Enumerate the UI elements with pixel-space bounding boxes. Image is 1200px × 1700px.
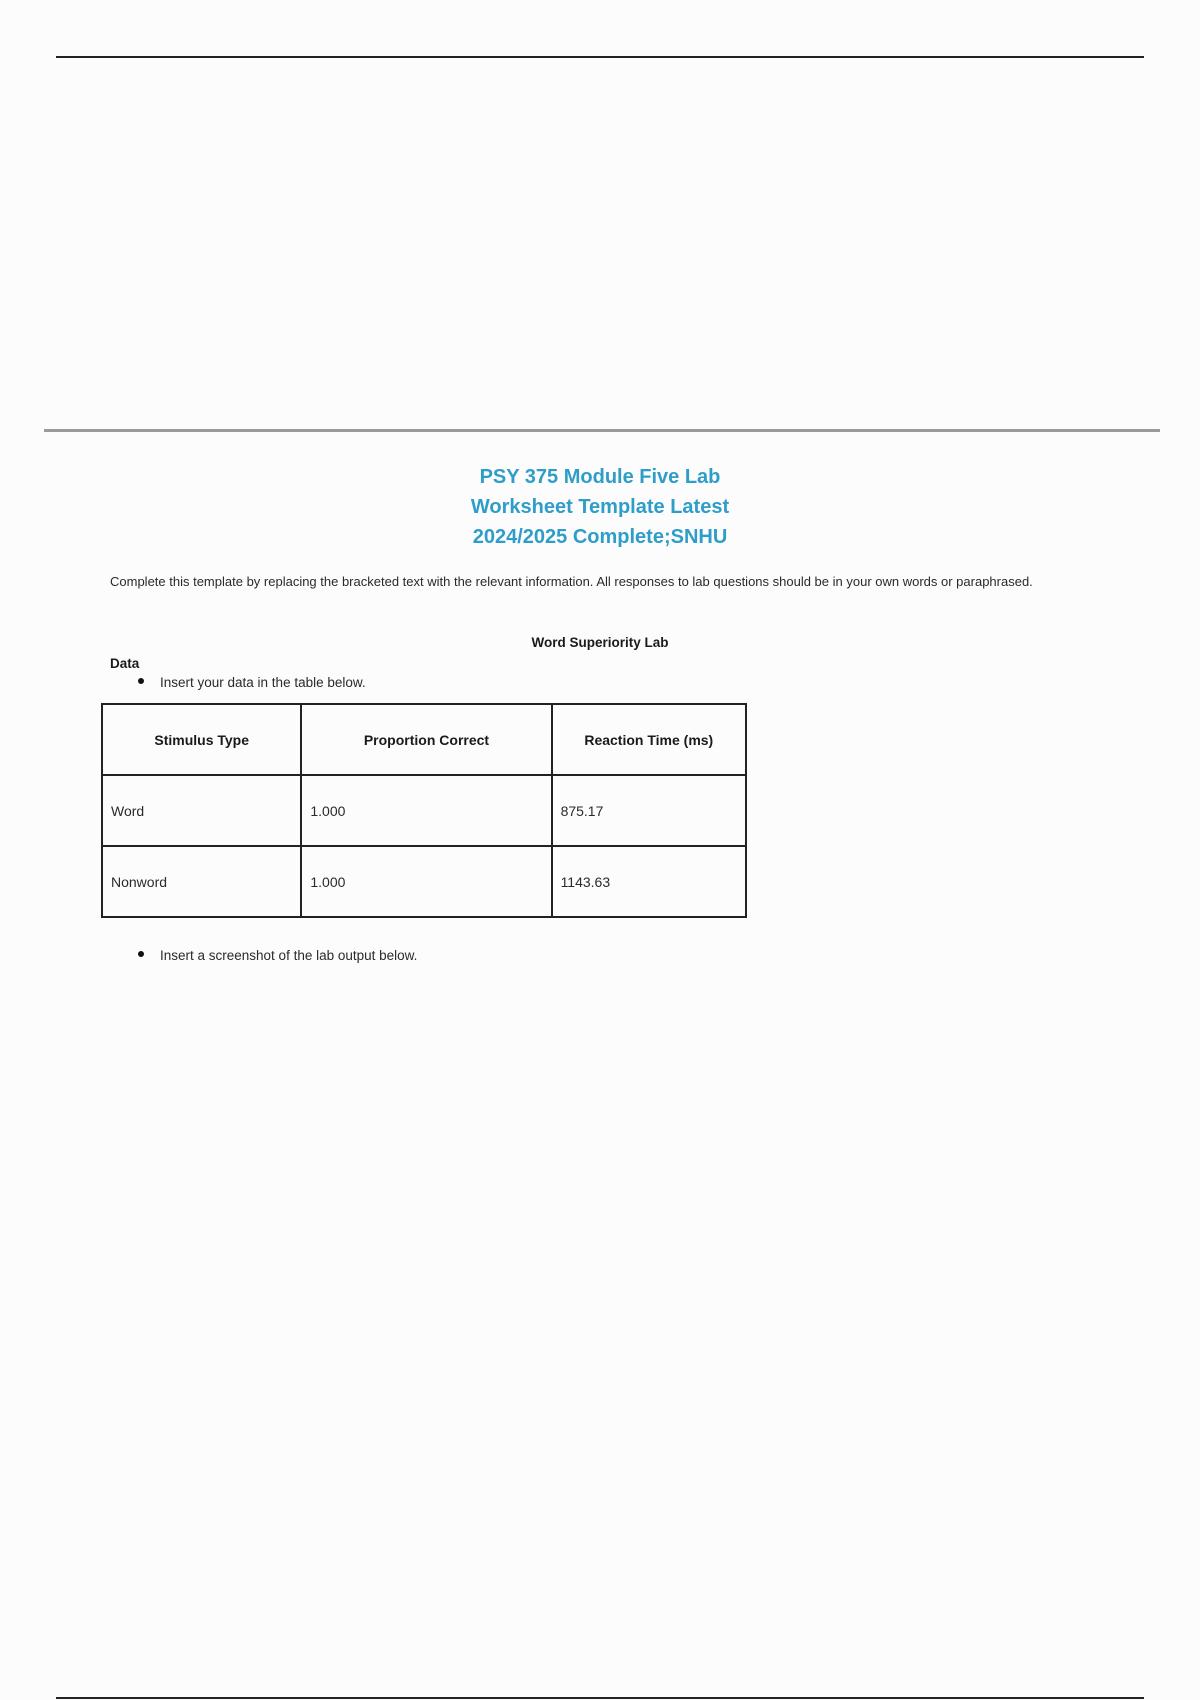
table-cell: 1.000: [301, 775, 551, 846]
bottom-rule: [56, 1697, 1144, 1699]
table-row: [102, 775, 746, 846]
top-rule: [56, 56, 1144, 58]
data-table: [101, 703, 747, 918]
page-divider: [44, 429, 1160, 432]
bullet-item: [138, 947, 417, 965]
intro-paragraph: Complete this template by replacing the bracketed text with the relevant information. All responses to lab questions should be in your own words or paraphrased.: [110, 574, 1033, 589]
title-line: PSY 375 Module Five Lab: [479, 466, 721, 488]
section-label-data: Data: [110, 656, 140, 671]
bullet-text: Insert a screenshot of the lab output below.: [160, 948, 418, 963]
table-cell: Word: [102, 775, 301, 846]
table-header-row: [102, 704, 746, 775]
bullet-icon: [138, 951, 144, 957]
title-line: 2024/2025 Complete;SNHU: [472, 526, 728, 548]
table-row: [102, 846, 746, 917]
title-line: Worksheet Template Latest: [470, 496, 730, 518]
column-header: Reaction Time (ms): [552, 704, 746, 775]
column-header: Stimulus Type: [102, 704, 301, 775]
bullet-text: Insert your data in the table below.: [160, 675, 366, 690]
table-cell: 875.17: [552, 775, 746, 846]
bullet-icon: [138, 678, 144, 684]
table-cell: 1143.63: [552, 846, 746, 917]
table-cell: 1.000: [301, 846, 551, 917]
bullet-item: [138, 674, 366, 692]
document-title: [0, 462, 1200, 552]
table-cell: Nonword: [102, 846, 301, 917]
column-header: Proportion Correct: [301, 704, 551, 775]
lab-heading: Word Superiority Lab: [531, 635, 669, 650]
